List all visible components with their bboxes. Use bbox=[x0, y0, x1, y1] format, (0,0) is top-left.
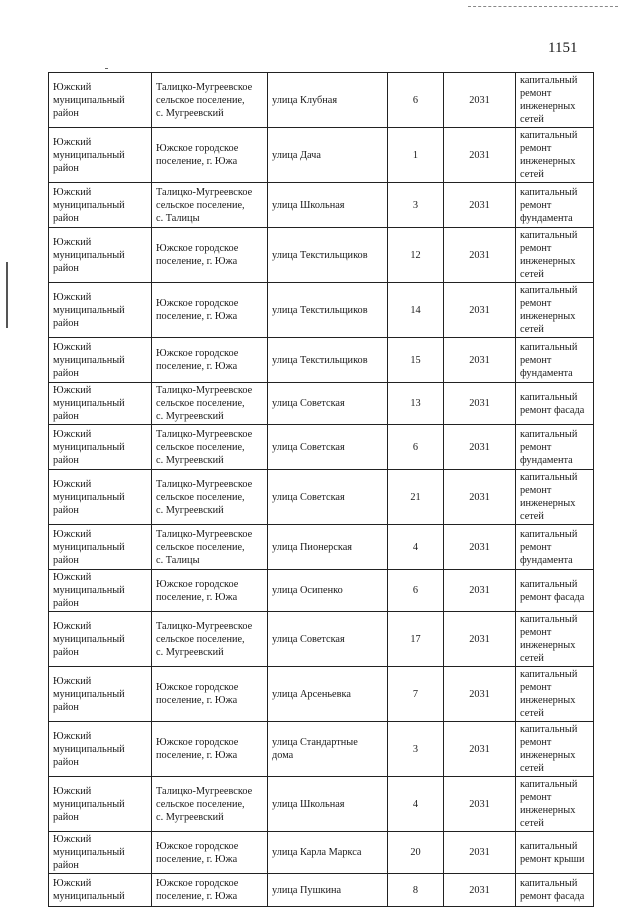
district-text: Южский муниципальный район bbox=[53, 478, 125, 516]
table-row bbox=[49, 73, 594, 128]
work-text: капитальный ремонт фундамента bbox=[520, 528, 578, 566]
table-row bbox=[49, 425, 594, 470]
settlement-cell bbox=[152, 425, 268, 470]
year-text: 2031 bbox=[469, 249, 490, 261]
year-text: 2031 bbox=[469, 398, 490, 409]
year-cell bbox=[444, 425, 516, 470]
work-text: капитальный ремонт инженерных сетей bbox=[520, 285, 578, 335]
district-cell bbox=[49, 874, 152, 907]
settlement-text: Южское городское поселение, г. Южа bbox=[156, 682, 239, 706]
street-cell bbox=[268, 183, 388, 228]
margin-mark bbox=[6, 262, 8, 328]
settlement-cell bbox=[152, 874, 268, 907]
district-cell bbox=[49, 383, 152, 425]
settlement-cell bbox=[152, 777, 268, 832]
settlement-cell bbox=[152, 832, 268, 874]
house-text: 7 bbox=[412, 688, 419, 700]
settlement-cell bbox=[152, 525, 268, 570]
settlement-cell bbox=[152, 383, 268, 425]
work-text: капитальный ремонт инженерных сетей bbox=[520, 130, 578, 180]
street-cell bbox=[268, 128, 388, 183]
settlement-cell bbox=[152, 183, 268, 228]
house-text: 4 bbox=[412, 798, 419, 810]
district-text: Южский муниципальный район bbox=[53, 675, 125, 713]
house-number-cell bbox=[388, 832, 444, 874]
street-cell bbox=[268, 832, 388, 874]
district-text: Южский муниципальный район bbox=[53, 186, 125, 224]
work-type-cell bbox=[516, 667, 594, 722]
house-number-cell bbox=[388, 470, 444, 525]
year-text: 2031 bbox=[469, 149, 490, 161]
street-cell bbox=[268, 570, 388, 612]
table-row bbox=[49, 183, 594, 228]
settlement-text: Талицко-Мугреевское сельское поселение, с. Талицы bbox=[156, 186, 253, 224]
year-cell bbox=[444, 777, 516, 832]
work-text: капитальный ремонт инженерных сетей bbox=[520, 75, 578, 125]
year-cell bbox=[444, 832, 516, 874]
district-cell bbox=[49, 128, 152, 183]
house-number-cell bbox=[388, 722, 444, 777]
settlement-cell bbox=[152, 570, 268, 612]
work-text: капитальный ремонт крыши bbox=[520, 840, 585, 865]
top-edge-mark bbox=[468, 6, 618, 7]
street-cell bbox=[268, 667, 388, 722]
district-text: Южский муниципальный район bbox=[53, 428, 125, 466]
settlement-cell bbox=[152, 338, 268, 383]
street-text: улица Клубная bbox=[272, 94, 338, 106]
year-cell bbox=[444, 338, 516, 383]
house-number-cell bbox=[388, 283, 444, 338]
work-text: капитальный ремонт инженерных сетей bbox=[520, 724, 578, 774]
house-text: 15 bbox=[410, 354, 421, 366]
house-text: 20 bbox=[410, 847, 421, 858]
work-type-cell bbox=[516, 777, 594, 832]
district-text: Южский муниципальный район bbox=[53, 291, 125, 329]
district-text: Южский муниципальный район bbox=[53, 136, 125, 174]
year-cell bbox=[444, 283, 516, 338]
work-type-cell bbox=[516, 570, 594, 612]
work-type-cell bbox=[516, 612, 594, 667]
year-cell bbox=[444, 383, 516, 425]
work-type-cell bbox=[516, 525, 594, 570]
table-row bbox=[49, 612, 594, 667]
table-row bbox=[49, 383, 594, 425]
year-text: 2031 bbox=[469, 441, 490, 453]
street-cell bbox=[268, 525, 388, 570]
work-type-cell bbox=[516, 338, 594, 383]
street-cell bbox=[268, 383, 388, 425]
year-text: 2031 bbox=[469, 847, 490, 858]
year-cell bbox=[444, 570, 516, 612]
settlement-text: Южское городское поселение, г. Южа bbox=[156, 840, 239, 865]
settlement-text: Талицко-Мугреевское сельское поселение, с. Мугреевский bbox=[156, 81, 253, 119]
year-cell bbox=[444, 73, 516, 128]
year-cell bbox=[444, 525, 516, 570]
housing-repair-table bbox=[48, 72, 594, 907]
year-text: 2031 bbox=[469, 199, 490, 211]
street-cell bbox=[268, 874, 388, 907]
work-type-cell bbox=[516, 228, 594, 283]
table-row bbox=[49, 338, 594, 383]
street-text: улица Карла Маркса bbox=[272, 847, 362, 858]
street-text: улица Советская bbox=[272, 398, 345, 409]
street-cell bbox=[268, 283, 388, 338]
street-text: улица Дача bbox=[272, 149, 321, 161]
year-text: 2031 bbox=[469, 884, 490, 896]
year-cell bbox=[444, 183, 516, 228]
scan-speck bbox=[105, 68, 108, 69]
street-text: улица Текстильщиков bbox=[272, 304, 368, 316]
work-text: капитальный ремонт инженерных сетей bbox=[520, 669, 578, 719]
settlement-text: Южское городское поселение, г. Южа bbox=[156, 298, 239, 322]
district-cell bbox=[49, 612, 152, 667]
district-cell bbox=[49, 425, 152, 470]
district-cell bbox=[49, 73, 152, 128]
street-text: улица Арсеньевка bbox=[272, 688, 351, 700]
district-cell bbox=[49, 667, 152, 722]
work-type-cell bbox=[516, 874, 594, 907]
work-type-cell bbox=[516, 283, 594, 338]
work-type-cell bbox=[516, 722, 594, 777]
house-number-cell bbox=[388, 525, 444, 570]
street-text: улица Осипенко bbox=[272, 585, 343, 596]
street-cell bbox=[268, 228, 388, 283]
settlement-cell bbox=[152, 667, 268, 722]
district-cell bbox=[49, 283, 152, 338]
table-row bbox=[49, 470, 594, 525]
street-cell bbox=[268, 338, 388, 383]
street-text: улица Текстильщиков bbox=[272, 249, 368, 261]
settlement-text: Талицко-Мугреевское сельское поселение, с. Мугреевский bbox=[156, 385, 253, 422]
street-cell bbox=[268, 612, 388, 667]
house-text: 14 bbox=[410, 304, 421, 316]
street-text: улица Пионерская bbox=[272, 541, 353, 553]
street-cell bbox=[268, 777, 388, 832]
settlement-cell bbox=[152, 128, 268, 183]
house-text: 3 bbox=[412, 199, 419, 211]
house-number-cell bbox=[388, 338, 444, 383]
house-number-cell bbox=[388, 612, 444, 667]
street-text: улица Текстильщиков bbox=[272, 354, 368, 366]
house-text: 17 bbox=[410, 633, 421, 645]
house-number-cell bbox=[388, 73, 444, 128]
street-cell bbox=[268, 722, 388, 777]
work-text: капитальный ремонт фасада bbox=[520, 878, 585, 902]
year-text: 2031 bbox=[469, 585, 490, 596]
house-text: 8 bbox=[412, 884, 419, 896]
house-text: 6 bbox=[412, 441, 419, 453]
year-cell bbox=[444, 667, 516, 722]
settlement-cell bbox=[152, 722, 268, 777]
work-text: капитальный ремонт фасада bbox=[520, 578, 585, 603]
district-text: Южский муниципальный район bbox=[53, 834, 125, 871]
work-text: капитальный ремонт фундамента bbox=[520, 428, 578, 466]
settlement-cell bbox=[152, 228, 268, 283]
year-text: 2031 bbox=[469, 304, 490, 316]
district-text: Южский муниципальный район bbox=[53, 785, 125, 823]
settlement-text: Южское городское поселение, г. Южа bbox=[156, 348, 239, 372]
district-text: Южский муниципальный район bbox=[53, 81, 125, 119]
work-type-cell bbox=[516, 128, 594, 183]
district-text: Южский муниципальный район bbox=[53, 341, 125, 379]
house-text: 13 bbox=[410, 398, 421, 409]
work-text: капитальный ремонт фасада bbox=[520, 391, 585, 416]
work-type-cell bbox=[516, 425, 594, 470]
district-cell bbox=[49, 777, 152, 832]
district-cell bbox=[49, 525, 152, 570]
street-text: улица Школьная bbox=[272, 199, 345, 211]
settlement-text: Талицко-Мугреевское сельское поселение, с. Мугреевский bbox=[156, 620, 253, 658]
table-row bbox=[49, 874, 594, 907]
street-cell bbox=[268, 425, 388, 470]
street-text: улица Школьная bbox=[272, 798, 345, 810]
year-cell bbox=[444, 470, 516, 525]
settlement-text: Талицко-Мугреевское сельское поселение, с. Талицы bbox=[156, 528, 253, 566]
district-cell bbox=[49, 832, 152, 874]
table-row bbox=[49, 832, 594, 874]
settlement-cell bbox=[152, 283, 268, 338]
street-cell bbox=[268, 73, 388, 128]
house-number-cell bbox=[388, 228, 444, 283]
settlement-text: Южское городское поселение, г. Южа bbox=[156, 737, 239, 761]
district-cell bbox=[49, 722, 152, 777]
year-cell bbox=[444, 874, 516, 907]
house-text: 6 bbox=[412, 585, 419, 596]
district-text: Южский муниципальный район bbox=[53, 385, 125, 422]
year-text: 2031 bbox=[469, 541, 490, 553]
street-text: улица Советская bbox=[272, 441, 345, 453]
page-number: 1151 bbox=[548, 40, 578, 56]
district-text: Южский муниципальный район bbox=[53, 528, 125, 566]
street-text: улица Советская bbox=[272, 633, 345, 645]
work-type-cell bbox=[516, 383, 594, 425]
district-text: Южский муниципальный район bbox=[53, 572, 125, 609]
settlement-text: Талицко-Мугреевское сельское поселение, с. Мугреевский bbox=[156, 785, 253, 823]
work-type-cell bbox=[516, 183, 594, 228]
street-text: улица Стандартные дома bbox=[272, 737, 358, 761]
year-text: 2031 bbox=[469, 633, 490, 645]
work-text: капитальный ремонт инженерных сетей bbox=[520, 614, 578, 664]
house-number-cell bbox=[388, 425, 444, 470]
work-text: капитальный ремонт фундамента bbox=[520, 186, 578, 224]
year-text: 2031 bbox=[469, 491, 490, 503]
year-text: 2031 bbox=[469, 94, 490, 106]
work-text: капитальный ремонт инженерных сетей bbox=[520, 230, 578, 280]
year-text: 2031 bbox=[469, 688, 490, 700]
settlement-text: Южское городское поселение, г. Южа bbox=[156, 878, 239, 902]
year-cell bbox=[444, 128, 516, 183]
house-text: 4 bbox=[412, 541, 419, 553]
work-text: капитальный ремонт инженерных сетей bbox=[520, 779, 578, 829]
settlement-text: Южское городское поселение, г. Южа bbox=[156, 578, 239, 603]
settlement-cell bbox=[152, 612, 268, 667]
house-number-cell bbox=[388, 667, 444, 722]
table-row bbox=[49, 128, 594, 183]
district-cell bbox=[49, 338, 152, 383]
house-number-cell bbox=[388, 383, 444, 425]
settlement-text: Южское городское поселение, г. Южа bbox=[156, 143, 239, 167]
district-cell bbox=[49, 570, 152, 612]
district-text: Южский муниципальный район bbox=[53, 620, 125, 658]
settlement-text: Талицко-Мугреевское сельское поселение, с. Мугреевский bbox=[156, 478, 253, 516]
district-text: Южский муниципальный район bbox=[53, 730, 125, 768]
year-cell bbox=[444, 722, 516, 777]
house-text: 21 bbox=[410, 491, 421, 503]
street-text: улица Советская bbox=[272, 491, 345, 503]
table-row bbox=[49, 777, 594, 832]
district-cell bbox=[49, 470, 152, 525]
settlement-text: Южское городское поселение, г. Южа bbox=[156, 243, 239, 267]
street-text: улица Пушкина bbox=[272, 884, 342, 896]
house-text: 1 bbox=[412, 149, 419, 161]
table-row bbox=[49, 525, 594, 570]
district-text: Южский муниципальный район bbox=[53, 236, 125, 274]
house-number-cell bbox=[388, 183, 444, 228]
house-number-cell bbox=[388, 570, 444, 612]
work-text: капитальный ремонт фундамента bbox=[520, 341, 578, 379]
house-number-cell bbox=[388, 128, 444, 183]
work-type-cell bbox=[516, 73, 594, 128]
house-text: 6 bbox=[412, 94, 419, 106]
year-cell bbox=[444, 228, 516, 283]
table-row bbox=[49, 667, 594, 722]
district-text: Южский муниципальный bbox=[53, 878, 125, 902]
table-row bbox=[49, 283, 594, 338]
house-text: 3 bbox=[412, 743, 419, 755]
year-cell bbox=[444, 612, 516, 667]
year-text: 2031 bbox=[469, 798, 490, 810]
year-text: 2031 bbox=[469, 743, 490, 755]
work-type-cell bbox=[516, 832, 594, 874]
table-row bbox=[49, 228, 594, 283]
work-type-cell bbox=[516, 470, 594, 525]
house-number-cell bbox=[388, 777, 444, 832]
table-body bbox=[49, 73, 594, 907]
settlement-cell bbox=[152, 73, 268, 128]
table-row bbox=[49, 570, 594, 612]
house-number-cell bbox=[388, 874, 444, 907]
settlement-text: Талицко-Мугреевское сельское поселение, с. Мугреевский bbox=[156, 428, 253, 466]
work-text: капитальный ремонт инженерных сетей bbox=[520, 472, 578, 522]
street-cell bbox=[268, 470, 388, 525]
house-text: 12 bbox=[410, 249, 421, 261]
district-cell bbox=[49, 183, 152, 228]
district-cell bbox=[49, 228, 152, 283]
table-row bbox=[49, 722, 594, 777]
year-text: 2031 bbox=[469, 354, 490, 366]
settlement-cell bbox=[152, 470, 268, 525]
